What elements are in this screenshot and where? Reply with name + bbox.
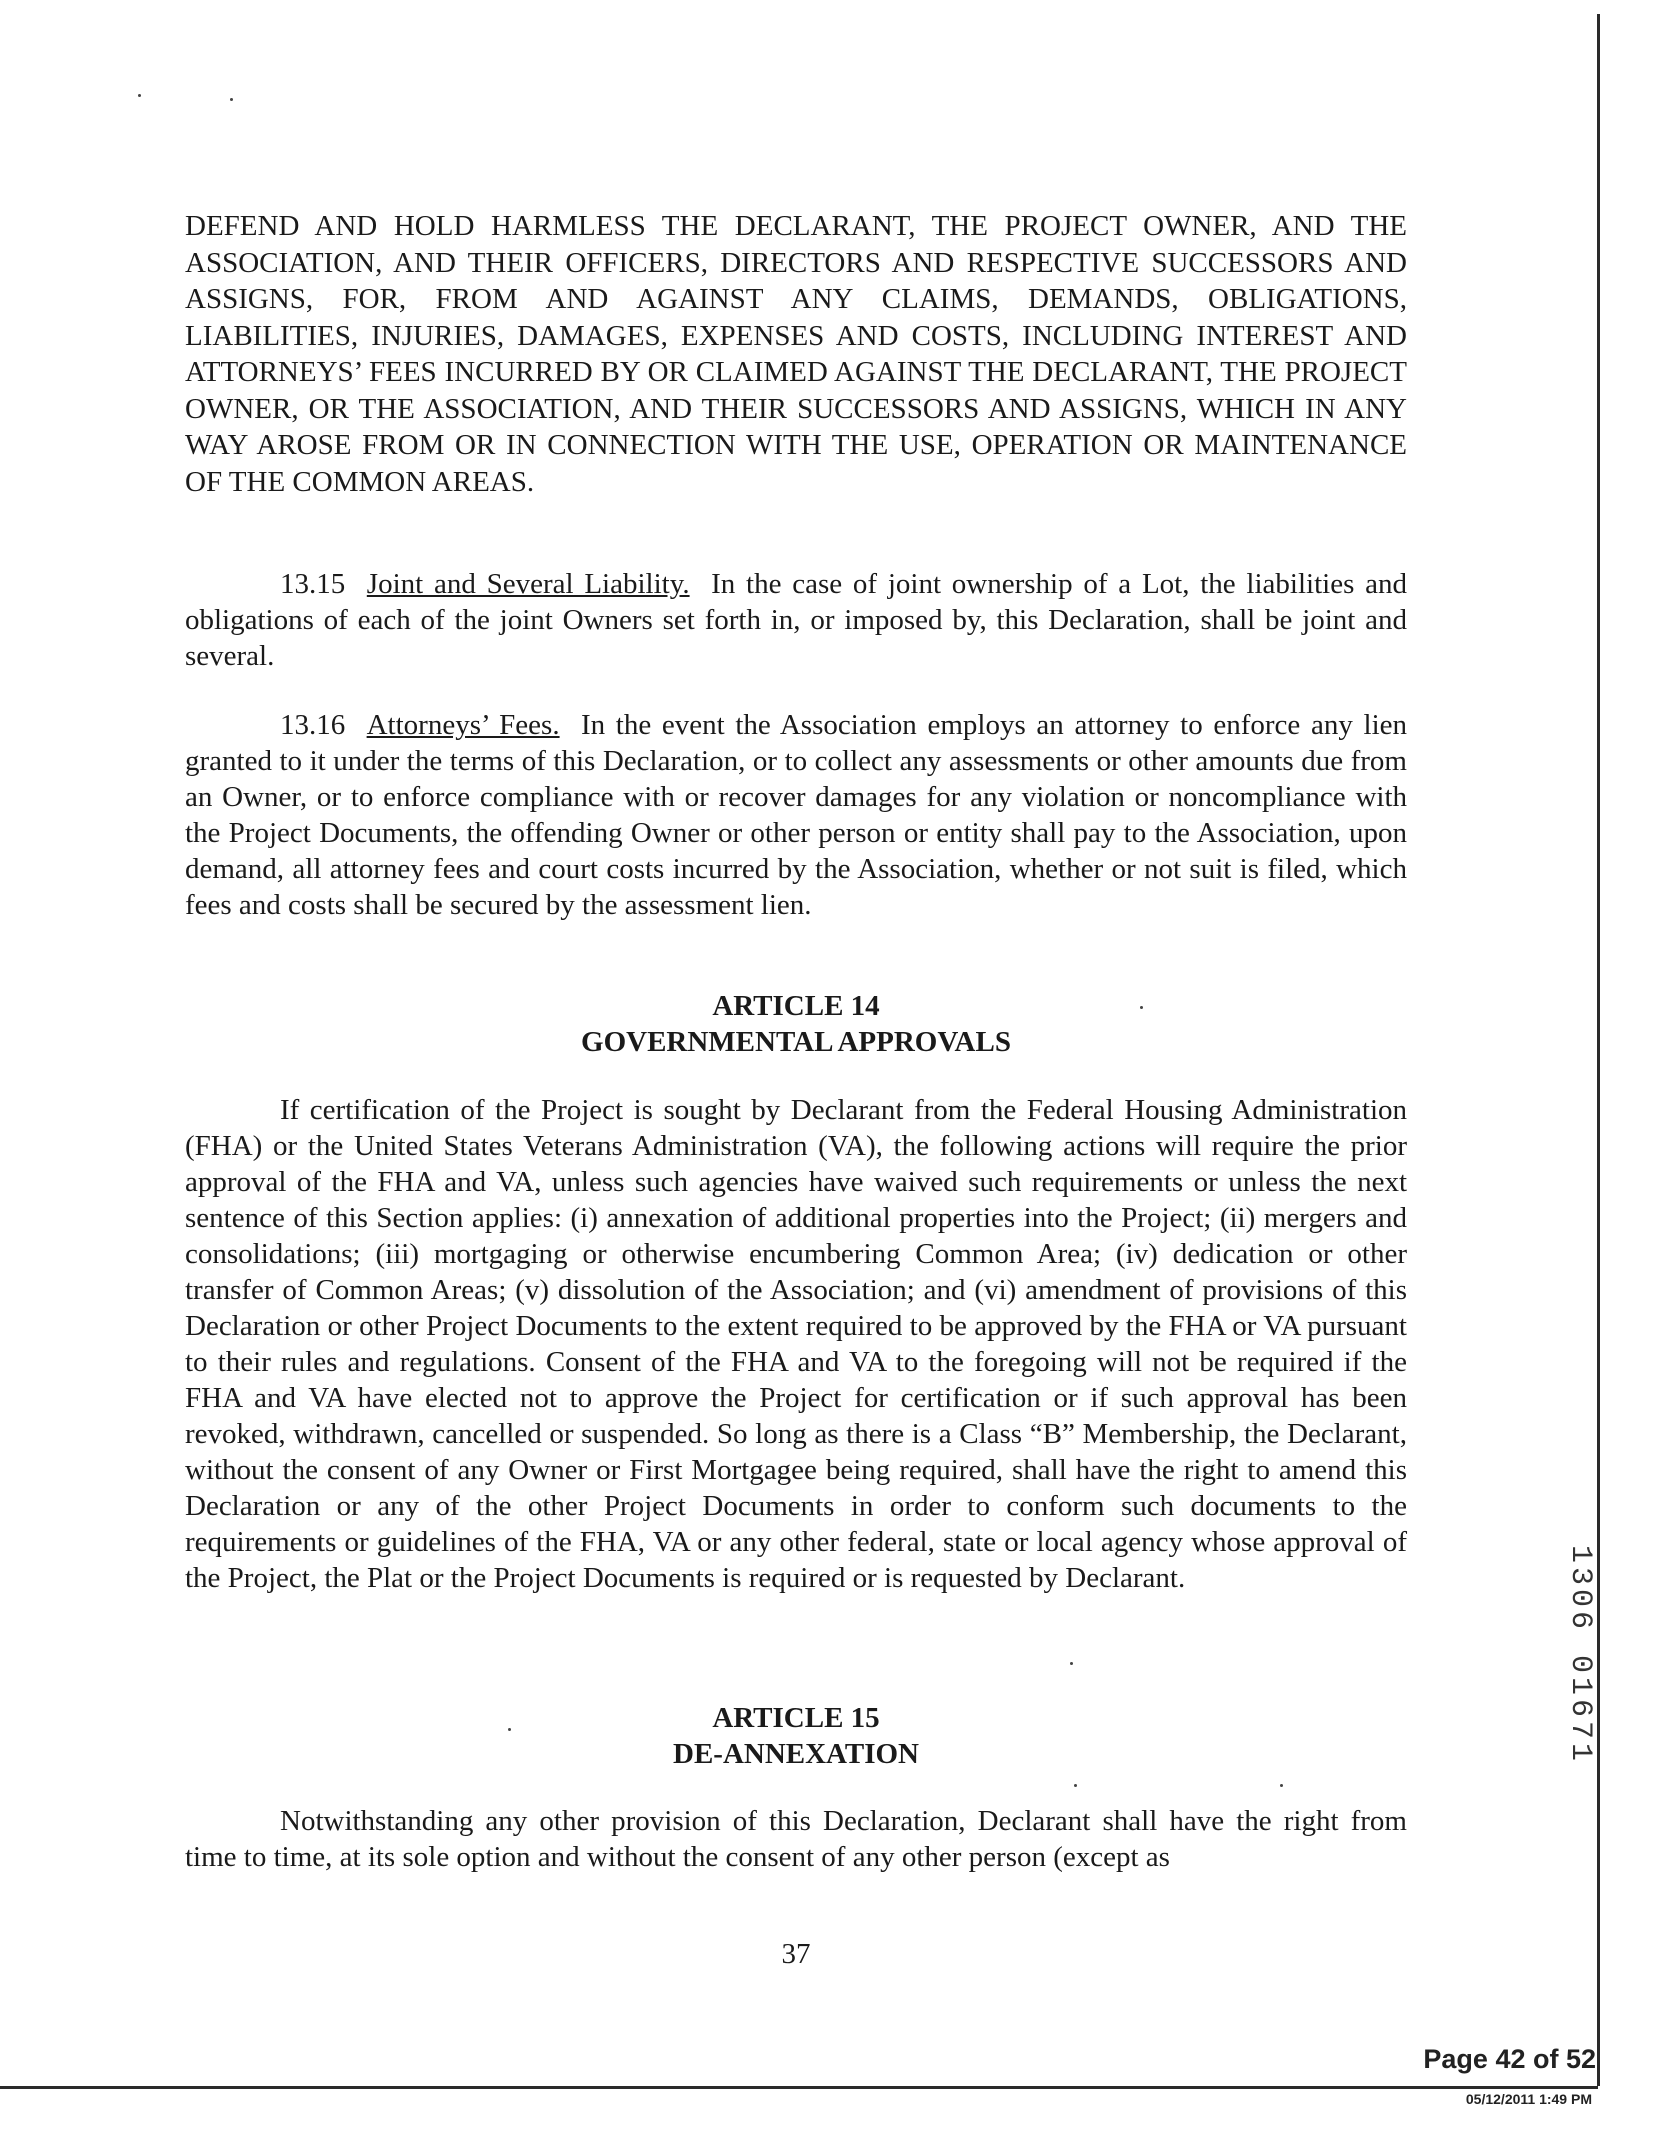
section-number: 13.16 xyxy=(280,709,346,741)
article-title: DE-ANNEXATION xyxy=(673,1738,919,1770)
footer-timestamp: 05/12/2011 1:49 PM xyxy=(1465,2091,1592,2107)
section-body: In the case of joint ownership of a Lot, the liabilities and obligations of each of the joint Owners set forth in, or imposed by, this Declaration, shall be joint and several. xyxy=(185,568,1408,672)
footer-rule xyxy=(0,2086,1598,2089)
page-number: 37 xyxy=(781,1938,811,1970)
footer-page-label: Page 42 of 52 xyxy=(1423,2044,1596,2074)
scan-speck xyxy=(230,98,233,101)
article-title: GOVERNMENTAL APPROVALS xyxy=(581,1026,1011,1058)
scan-speck xyxy=(1280,1784,1283,1787)
article-number: ARTICLE 14 xyxy=(712,990,880,1022)
section-number: 13.15 xyxy=(280,568,346,600)
section-body: In the event the Association employs an attorney to enforce any lien granted to it under the terms of this Declaration, or to collect any assessments or other amounts due from an Owner, or to enforce compliance with or recover damages for any violation or noncompliance with the Project Documents, the offending Owner or other person or entity shall pay to the Association, upon demand, all attorney fees and court costs incurred by the Association, whether or not suit is filed, which fees and costs shall be secured by the assessment lien. xyxy=(185,709,1408,921)
article-14-heading xyxy=(185,988,1407,1060)
scan-speck xyxy=(138,94,141,97)
article-15-body: Notwithstanding any other provision of this Declaration, Declarant shall have the right from time to time, at its sole option and without the consent of any other person (except as xyxy=(185,1805,1407,1873)
recording-stamp xyxy=(1560,1520,1600,1790)
indemnity-paragraph: DEFEND AND HOLD HARMLESS THE DECLARANT, THE PROJECT OWNER, AND THE ASSOCIATION, AND THEIR OFFICERS, DIRECTORS AND RESPECTIVE SUCCESSORS AND ASSIGNS, FOR, FROM AND AGAINST ANY CLAIMS, DEMANDS, OBLIGATIONS, LIABILITIES, INJURIES, DAMAGES, EXPENSES AND COSTS, INCLUDING INTEREST AND ATTORNEYS’ FEES INCURRED BY OR CLAIMED AGAINST THE DECLARANT, THE PROJECT OWNER, OR THE ASSOCIATION, AND THEIR SUCCESSORS AND ASSIGNS, WHICH IN ANY WAY AROSE FROM OR IN CONNECTION WITH THE USE, OPERATION OR MAINTENANCE OF THE COMMON AREAS. xyxy=(185,210,1407,498)
scan-speck xyxy=(1070,1662,1073,1665)
article-14-body: If certification of the Project is sought by Declarant from the Federal Housing Administration (FHA) or the United States Veterans Administration (VA), the following actions will require the prior approval of the FHA and VA, unless such agencies have waived such requirements or unless the next sentence of this Section applies: (i) annexation of additional properties into the Project; (ii) mergers and consolidations; (iii) mortgaging or otherwise encumbering Common Area; (iv) dedication or other transfer of Common Areas; (v) dissolution of the Association; and (vi) amendment of provisions of this Declaration or other Project Documents to the extent required to be approved by the FHA or VA pursuant to their rules and regulations. Consent of the FHA and VA to the foregoing will not be required if the FHA and VA have elected not to approve the Project for certification or if such approval has been revoked, withdrawn, cancelled or suspended. So long as there is a Class “B” Membership, the Declarant, without the consent of any Owner or First Mortgagee being required, shall have the right to amend this Declaration or any of the other Project Documents in order to conform such documents to the requirements or guidelines of the FHA, VA or any other federal, state or local agency whose approval of the Project, the Plat or the Project Documents is required or is requested by Declarant. xyxy=(185,1094,1407,1594)
scan-speck xyxy=(1074,1784,1077,1787)
section-13-16 xyxy=(185,707,1407,923)
section-13-15 xyxy=(185,566,1407,674)
recording-stamp-text: 1306 01671 xyxy=(1563,1544,1597,1766)
article-15-heading xyxy=(185,1700,1407,1772)
section-title: Joint and Several Liability. xyxy=(366,568,690,600)
section-title: Attorneys’ Fees. xyxy=(366,709,560,741)
article-number: ARTICLE 15 xyxy=(712,1702,880,1734)
